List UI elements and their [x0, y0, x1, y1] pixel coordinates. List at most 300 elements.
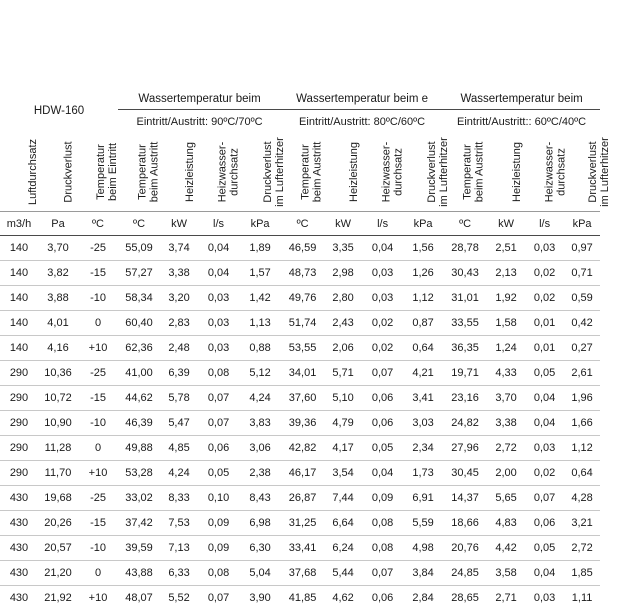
- column-header-line: beim Austritt: [473, 142, 485, 203]
- table-cell: 6,64: [324, 511, 362, 536]
- table-cell: 6,39: [160, 361, 198, 386]
- table-cell: 4,33: [487, 361, 525, 386]
- table-cell: 0,42: [564, 311, 600, 336]
- table-cell: 0,03: [525, 586, 564, 610]
- table-cell: 1,89: [239, 236, 281, 261]
- column-header-line: beim Austritt: [311, 142, 323, 203]
- column-header-line: Heizwasser-: [543, 142, 555, 203]
- table-row: [0, 461, 600, 486]
- table-row: [0, 436, 600, 461]
- column-header-line: Temperatur: [95, 143, 107, 201]
- table-cell: 5,52: [160, 586, 198, 610]
- table-cell: 290: [0, 386, 38, 411]
- table-cell: 140: [0, 336, 38, 361]
- table-cell: +10: [78, 461, 118, 486]
- table-cell: 0,06: [362, 586, 403, 610]
- unit-cell: m3/h: [0, 212, 38, 236]
- unit-cell: kPa: [564, 212, 600, 236]
- table-cell: 3,54: [324, 461, 362, 486]
- table-cell: 0,03: [362, 261, 403, 286]
- column-header-line: Heizleistung: [511, 142, 523, 202]
- table-cell: 1,42: [239, 286, 281, 311]
- table-cell: 0,07: [198, 386, 239, 411]
- table-cell: 0,02: [362, 311, 403, 336]
- column-header-line: Luftdurchsatz: [27, 139, 39, 205]
- table-cell: 8,43: [239, 486, 281, 511]
- table-cell: -25: [78, 361, 118, 386]
- table-cell: 0,64: [564, 461, 600, 486]
- table-cell: 0,87: [403, 311, 443, 336]
- table-cell: 24,85: [443, 561, 487, 586]
- table-cell: 4,01: [38, 311, 78, 336]
- table-cell: +10: [78, 586, 118, 610]
- table-cell: 19,71: [443, 361, 487, 386]
- table-cell: 0,08: [362, 536, 403, 561]
- table-cell: 1,11: [564, 586, 600, 610]
- table-cell: 0,08: [198, 561, 239, 586]
- table-cell: 3,35: [324, 236, 362, 261]
- table-cell: 6,91: [403, 486, 443, 511]
- table-cell: 4,42: [487, 536, 525, 561]
- table-cell: 290: [0, 411, 38, 436]
- table-cell: 290: [0, 361, 38, 386]
- table-cell: 0,07: [198, 586, 239, 610]
- table-cell: 430: [0, 486, 38, 511]
- table-cell: 20,26: [38, 511, 78, 536]
- table-cell: 5,71: [324, 361, 362, 386]
- column-header-line: Druckverlust: [426, 137, 438, 207]
- data-sheet: [0, 88, 600, 600]
- table-cell: 0,08: [198, 361, 239, 386]
- table-cell: 60,40: [118, 311, 160, 336]
- table-cell: 41,00: [118, 361, 160, 386]
- table-cell: 4,98: [403, 536, 443, 561]
- table-cell: 4,17: [324, 436, 362, 461]
- table-cell: -10: [78, 411, 118, 436]
- table-cell: 0,06: [525, 511, 564, 536]
- column-header: [281, 133, 324, 212]
- table-cell: 0,71: [564, 261, 600, 286]
- table-cell: 2,34: [403, 436, 443, 461]
- table-cell: 0,59: [564, 286, 600, 311]
- table-cell: 51,74: [281, 311, 324, 336]
- table-cell: 4,21: [403, 361, 443, 386]
- table-cell: 42,82: [281, 436, 324, 461]
- table-cell: 3,58: [487, 561, 525, 586]
- table-cell: 36,35: [443, 336, 487, 361]
- column-header-line: Heizleistung: [348, 142, 360, 202]
- table-cell: 0,01: [525, 336, 564, 361]
- table-cell: 1,12: [564, 436, 600, 461]
- group-subtitle-60-40: Eintritt/Austritt:: 60ºC/40ºC: [443, 110, 600, 134]
- table-cell: 0,06: [362, 386, 403, 411]
- column-header: [160, 133, 198, 212]
- table-cell: 0: [78, 561, 118, 586]
- table-cell: 0,07: [362, 361, 403, 386]
- column-header-line: im Lufterhitzer: [438, 137, 450, 207]
- table-cell: 0,04: [525, 386, 564, 411]
- table-cell: 0,09: [362, 486, 403, 511]
- table-cell: 0,03: [525, 236, 564, 261]
- table-cell: 21,20: [38, 561, 78, 586]
- column-header: [38, 133, 78, 212]
- table-cell: 6,30: [239, 536, 281, 561]
- table-cell: 33,41: [281, 536, 324, 561]
- table-cell: 0,03: [198, 286, 239, 311]
- table-cell: 0,04: [198, 236, 239, 261]
- table-cell: 0,09: [198, 536, 239, 561]
- column-header-text: [216, 142, 240, 203]
- table-cell: 1,58: [487, 311, 525, 336]
- column-header: [0, 133, 38, 212]
- column-header-line: Druckverlust: [63, 141, 75, 202]
- table-cell: 2,13: [487, 261, 525, 286]
- column-header: [487, 133, 525, 212]
- column-header-text: [27, 139, 39, 205]
- table-cell: 3,82: [38, 261, 78, 286]
- unit-cell: ºC: [443, 212, 487, 236]
- unit-cell: ºC: [118, 212, 160, 236]
- table-row: [0, 561, 600, 586]
- table-cell: 1,24: [487, 336, 525, 361]
- table-cell: 1,73: [403, 461, 443, 486]
- table-cell: 27,96: [443, 436, 487, 461]
- table-cell: 0,02: [362, 336, 403, 361]
- table-cell: 0,10: [198, 486, 239, 511]
- table-cell: 4,62: [324, 586, 362, 610]
- table-cell: 140: [0, 311, 38, 336]
- table-cell: 290: [0, 436, 38, 461]
- column-header-line: Druckverlust: [262, 137, 274, 207]
- table-cell: 1,66: [564, 411, 600, 436]
- table-cell: 37,68: [281, 561, 324, 586]
- table-cell: 0,01: [525, 311, 564, 336]
- table-cell: 5,12: [239, 361, 281, 386]
- group-subtitle-80-60: Eintritt/Austritt: 80ºC/60ºC: [281, 110, 443, 134]
- column-header-text: [380, 142, 404, 203]
- table-cell: 1,92: [487, 286, 525, 311]
- column-header-text: [184, 142, 196, 202]
- table-cell: 430: [0, 586, 38, 610]
- table-cell: 24,82: [443, 411, 487, 436]
- table-cell: 3,38: [487, 411, 525, 436]
- table-cell: 1,26: [403, 261, 443, 286]
- group-subtitle-90-70: Eintritt/Austritt: 90ºC/70ºC: [118, 110, 281, 134]
- model-name: HDW-160: [0, 88, 118, 133]
- table-cell: 3,88: [38, 286, 78, 311]
- group-title-90-70: Wassertemperatur beim: [118, 88, 281, 110]
- table-cell: -10: [78, 536, 118, 561]
- table-cell: 30,43: [443, 261, 487, 286]
- table-cell: 5,04: [239, 561, 281, 586]
- table-cell: 55,09: [118, 236, 160, 261]
- column-header-text: [461, 142, 485, 203]
- column-header-line: im Lufterhitzer: [274, 137, 286, 207]
- table-cell: 58,34: [118, 286, 160, 311]
- table-cell: 1,96: [564, 386, 600, 411]
- table-cell: 28,65: [443, 586, 487, 610]
- table-cell: 62,36: [118, 336, 160, 361]
- unit-cell: Pa: [38, 212, 78, 236]
- table-cell: 2,72: [564, 536, 600, 561]
- table-cell: 0,06: [362, 411, 403, 436]
- table-cell: 0,04: [362, 236, 403, 261]
- table-cell: -10: [78, 286, 118, 311]
- group-title-80-60: Wassertemperatur beim e: [281, 88, 443, 110]
- table-cell: 31,25: [281, 511, 324, 536]
- table-cell: 0,09: [198, 511, 239, 536]
- table-cell: 290: [0, 461, 38, 486]
- table-cell: 3,70: [487, 386, 525, 411]
- table-cell: -15: [78, 261, 118, 286]
- table-cell: 2,80: [324, 286, 362, 311]
- table-cell: 3,84: [403, 561, 443, 586]
- column-header-text: [299, 142, 323, 203]
- table-cell: 0,06: [198, 436, 239, 461]
- table-cell: 46,17: [281, 461, 324, 486]
- table-cell: 0,05: [362, 436, 403, 461]
- table-cell: 0,03: [362, 286, 403, 311]
- table-cell: 4,16: [38, 336, 78, 361]
- column-header-text: [95, 143, 119, 201]
- group-title-60-40: Wassertemperatur beim: [443, 88, 600, 110]
- column-header-row: [0, 133, 600, 212]
- table-cell: 0,05: [198, 461, 239, 486]
- table-cell: 11,70: [38, 461, 78, 486]
- table-cell: 0,04: [525, 411, 564, 436]
- column-header: [403, 133, 443, 212]
- column-header-text: [348, 142, 360, 202]
- table-cell: 5,47: [160, 411, 198, 436]
- column-header-line: Heizwasser-: [216, 142, 228, 203]
- table-row: [0, 486, 600, 511]
- unit-cell: l/s: [525, 212, 564, 236]
- table-cell: 140: [0, 261, 38, 286]
- table-cell: 4,79: [324, 411, 362, 436]
- table-row: [0, 386, 600, 411]
- table-cell: 140: [0, 286, 38, 311]
- table-row: [0, 536, 600, 561]
- column-header-text: [543, 142, 567, 203]
- table-cell: 2,38: [239, 461, 281, 486]
- table-cell: 2,61: [564, 361, 600, 386]
- table-cell: 1,13: [239, 311, 281, 336]
- column-header-line: durchsatz: [228, 142, 240, 203]
- table-cell: 3,83: [239, 411, 281, 436]
- unit-row: [0, 212, 600, 236]
- table-cell: 2,00: [487, 461, 525, 486]
- column-header-line: Temperatur: [299, 142, 311, 203]
- table-cell: 28,78: [443, 236, 487, 261]
- column-header: [324, 133, 362, 212]
- table-cell: 44,62: [118, 386, 160, 411]
- table-row: [0, 411, 600, 436]
- table-cell: 26,87: [281, 486, 324, 511]
- table-cell: 2,72: [487, 436, 525, 461]
- column-header-line: Temperatur: [136, 142, 148, 203]
- table-cell: 3,70: [38, 236, 78, 261]
- table-cell: 6,98: [239, 511, 281, 536]
- table-cell: 3,38: [160, 261, 198, 286]
- table-cell: 1,57: [239, 261, 281, 286]
- table-cell: -15: [78, 511, 118, 536]
- table-cell: 33,55: [443, 311, 487, 336]
- table-cell: 4,85: [160, 436, 198, 461]
- unit-cell: kPa: [403, 212, 443, 236]
- table-cell: 0,07: [362, 561, 403, 586]
- table-cell: -25: [78, 486, 118, 511]
- column-header-text: [426, 137, 450, 207]
- table-cell: 30,45: [443, 461, 487, 486]
- unit-cell: kPa: [239, 212, 281, 236]
- table-cell: 48,07: [118, 586, 160, 610]
- table-cell: 1,85: [564, 561, 600, 586]
- table-cell: 11,28: [38, 436, 78, 461]
- table-cell: 37,42: [118, 511, 160, 536]
- table-row: [0, 511, 600, 536]
- table-cell: 2,43: [324, 311, 362, 336]
- unit-cell: kW: [487, 212, 525, 236]
- table-cell: +10: [78, 336, 118, 361]
- table-cell: 0,07: [525, 486, 564, 511]
- table-cell: 2,84: [403, 586, 443, 610]
- table-cell: 10,72: [38, 386, 78, 411]
- table-cell: 3,41: [403, 386, 443, 411]
- column-header: [118, 133, 160, 212]
- table-row: [0, 236, 600, 261]
- table-cell: 2,48: [160, 336, 198, 361]
- table-cell: 0,04: [362, 461, 403, 486]
- performance-table: [0, 88, 600, 610]
- table-cell: 3,20: [160, 286, 198, 311]
- table-cell: 140: [0, 236, 38, 261]
- column-header-text: [136, 142, 160, 203]
- table-cell: 43,88: [118, 561, 160, 586]
- table-cell: 31,01: [443, 286, 487, 311]
- table-cell: 10,36: [38, 361, 78, 386]
- table-cell: 49,76: [281, 286, 324, 311]
- table-cell: 2,83: [160, 311, 198, 336]
- table-cell: 3,74: [160, 236, 198, 261]
- table-cell: 3,06: [239, 436, 281, 461]
- table-cell: 39,59: [118, 536, 160, 561]
- table-cell: 18,66: [443, 511, 487, 536]
- unit-cell: kW: [160, 212, 198, 236]
- table-cell: 8,33: [160, 486, 198, 511]
- table-cell: 5,65: [487, 486, 525, 511]
- table-row: [0, 311, 600, 336]
- table-cell: 2,51: [487, 236, 525, 261]
- table-cell: 0,07: [198, 411, 239, 436]
- table-cell: 34,01: [281, 361, 324, 386]
- table-cell: 0,04: [198, 261, 239, 286]
- table-cell: 3,21: [564, 511, 600, 536]
- table-cell: 0,02: [525, 461, 564, 486]
- column-header-line: Heizleistung: [184, 142, 196, 202]
- table-cell: 6,24: [324, 536, 362, 561]
- table-cell: 19,68: [38, 486, 78, 511]
- table-row: [0, 586, 600, 610]
- table-cell: 20,57: [38, 536, 78, 561]
- table-cell: 14,37: [443, 486, 487, 511]
- column-header-line: beim Eintritt: [107, 143, 119, 201]
- table-cell: 2,06: [324, 336, 362, 361]
- table-cell: 0,05: [525, 536, 564, 561]
- table-cell: 430: [0, 511, 38, 536]
- unit-cell: l/s: [362, 212, 403, 236]
- table-cell: 21,92: [38, 586, 78, 610]
- table-cell: 1,56: [403, 236, 443, 261]
- unit-cell: ºC: [281, 212, 324, 236]
- table-cell: 0,03: [198, 311, 239, 336]
- table-cell: 4,24: [239, 386, 281, 411]
- table-cell: 0: [78, 311, 118, 336]
- table-cell: 2,71: [487, 586, 525, 610]
- column-header-line: beim Austritt: [148, 142, 160, 203]
- table-cell: 0,08: [362, 511, 403, 536]
- table-cell: 0,03: [198, 336, 239, 361]
- column-header-text: [587, 137, 611, 207]
- table-cell: -15: [78, 386, 118, 411]
- column-header: [78, 133, 118, 212]
- column-header: [239, 133, 281, 212]
- table-cell: 20,76: [443, 536, 487, 561]
- table-cell: 430: [0, 561, 38, 586]
- table-cell: 46,59: [281, 236, 324, 261]
- table-cell: 3,03: [403, 411, 443, 436]
- column-header-line: im Lufterhitzer: [599, 137, 611, 207]
- table-cell: 46,39: [118, 411, 160, 436]
- unit-cell: kW: [324, 212, 362, 236]
- column-header: [198, 133, 239, 212]
- table-cell: 33,02: [118, 486, 160, 511]
- table-cell: 7,53: [160, 511, 198, 536]
- table-row: [0, 286, 600, 311]
- table-row: [0, 261, 600, 286]
- table-cell: 0,02: [525, 261, 564, 286]
- table-cell: 23,16: [443, 386, 487, 411]
- table-cell: 10,90: [38, 411, 78, 436]
- column-header-line: Druckverlust: [587, 137, 599, 207]
- unit-cell: ºC: [78, 212, 118, 236]
- table-cell: 0: [78, 436, 118, 461]
- table-cell: 57,27: [118, 261, 160, 286]
- table-cell: 49,88: [118, 436, 160, 461]
- table-cell: 5,44: [324, 561, 362, 586]
- table-cell: 6,33: [160, 561, 198, 586]
- table-cell: 0,27: [564, 336, 600, 361]
- table-cell: 5,59: [403, 511, 443, 536]
- column-header-line: durchsatz: [392, 142, 404, 203]
- table-cell: -25: [78, 236, 118, 261]
- table-cell: 41,85: [281, 586, 324, 610]
- table-cell: 3,90: [239, 586, 281, 610]
- column-header-line: Temperatur: [461, 142, 473, 203]
- table-cell: 1,12: [403, 286, 443, 311]
- table-cell: 2,98: [324, 261, 362, 286]
- table-cell: 39,36: [281, 411, 324, 436]
- table-cell: 4,24: [160, 461, 198, 486]
- column-header: [564, 133, 600, 212]
- table-cell: 0,88: [239, 336, 281, 361]
- table-cell: 0,04: [525, 561, 564, 586]
- table-cell: 53,55: [281, 336, 324, 361]
- unit-cell: l/s: [198, 212, 239, 236]
- table-cell: 4,83: [487, 511, 525, 536]
- table-cell: 0,05: [525, 361, 564, 386]
- table-cell: 7,13: [160, 536, 198, 561]
- column-header-text: [262, 137, 286, 207]
